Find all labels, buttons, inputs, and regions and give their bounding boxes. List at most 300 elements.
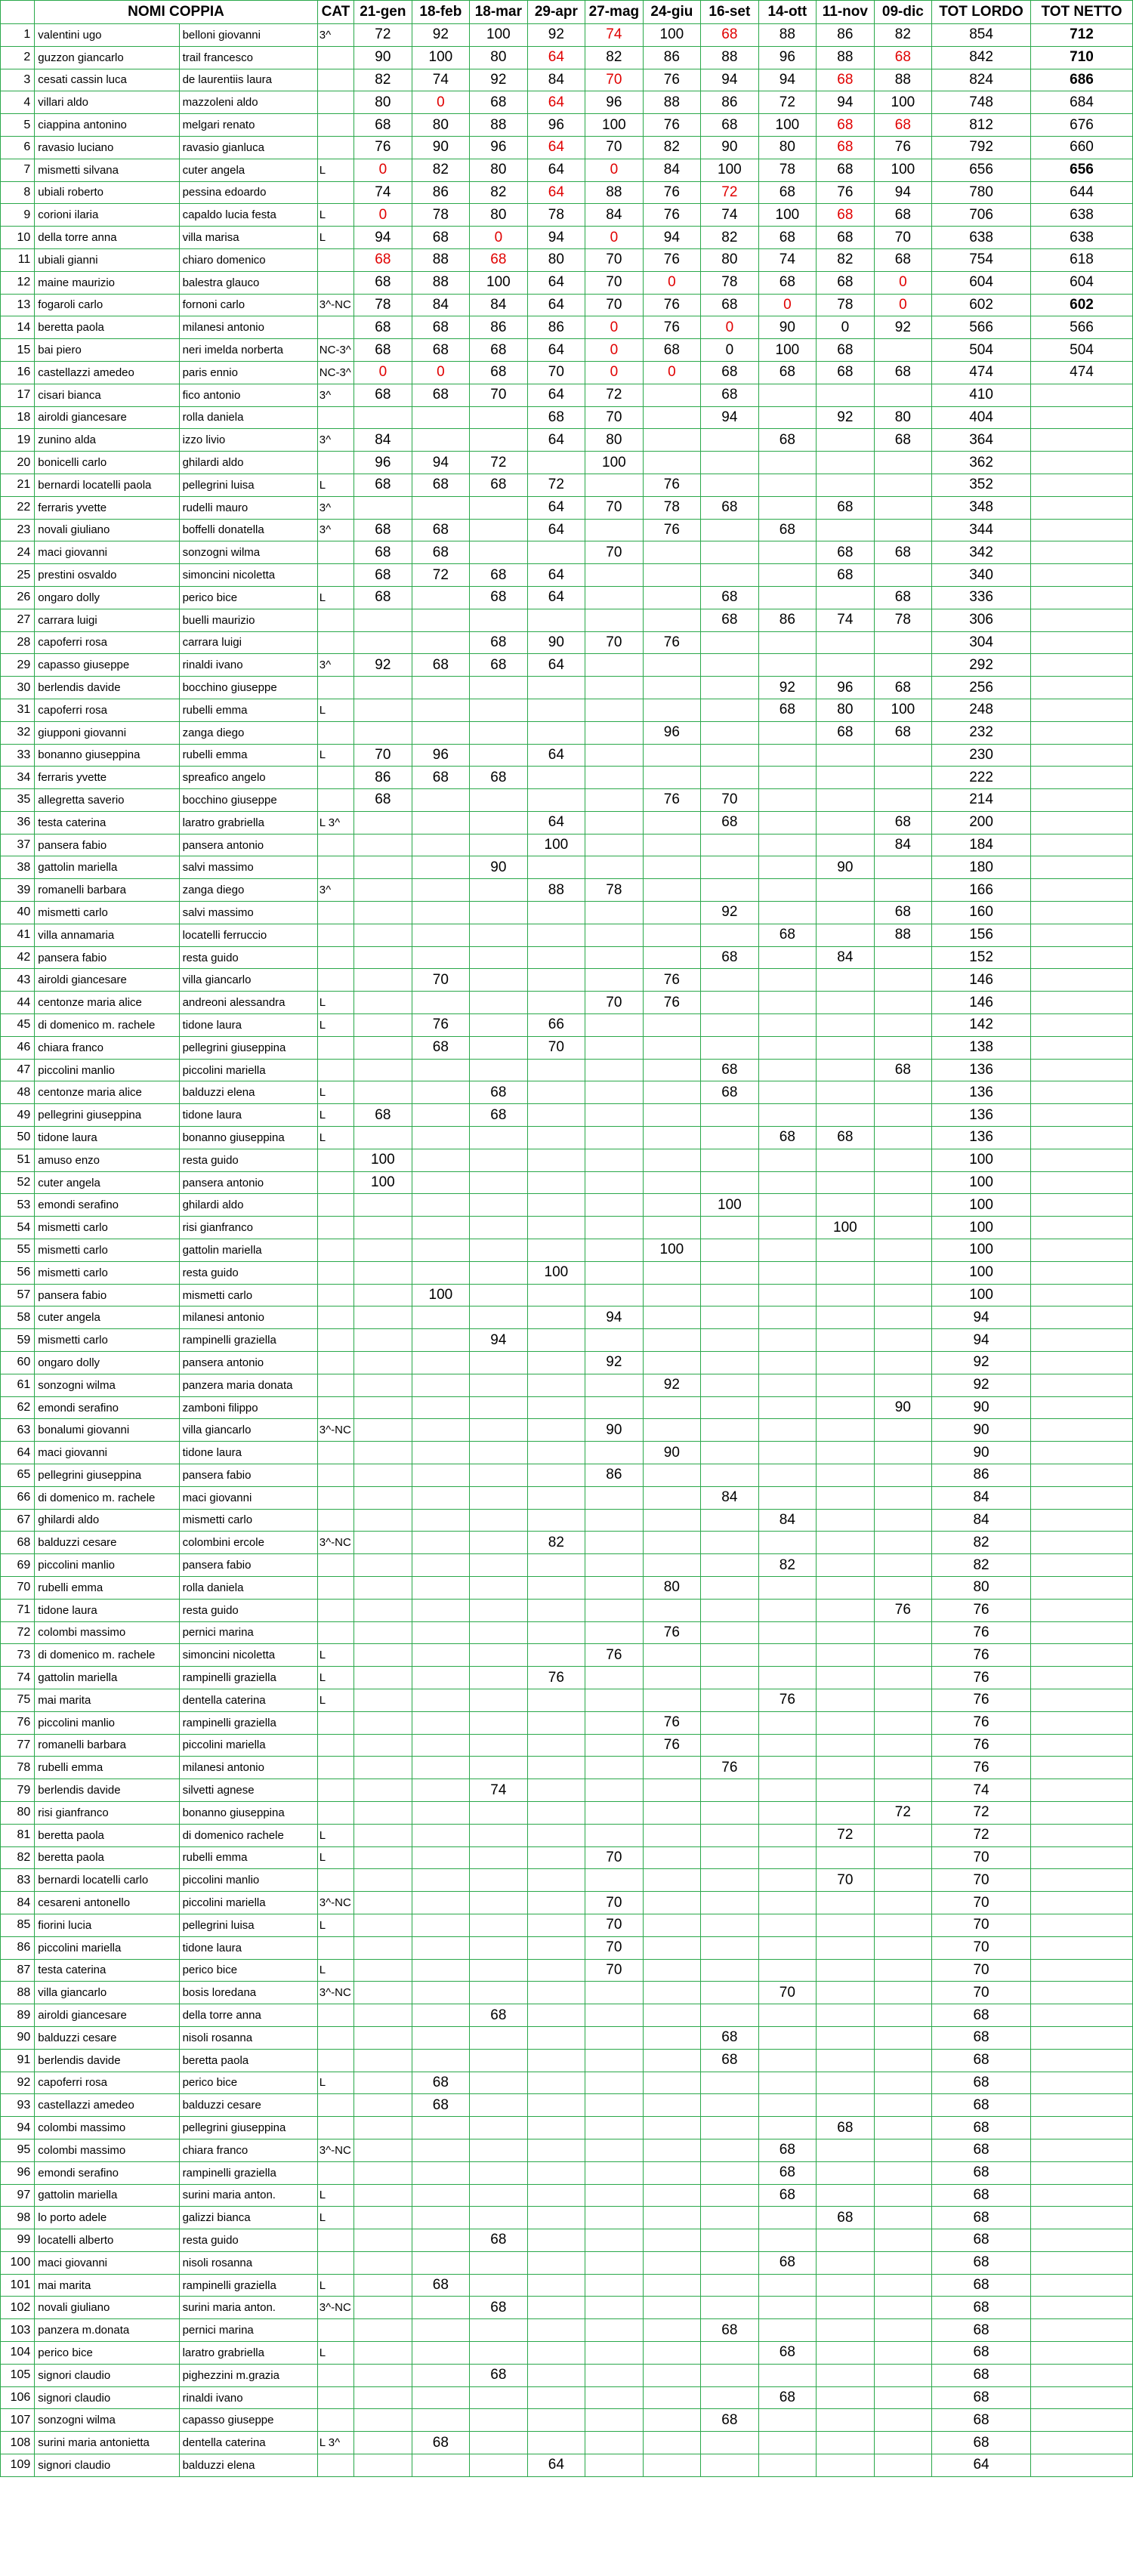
score-cell: 68 [412,767,470,789]
tot-netto [1030,856,1132,879]
player-name-2: risi gianfranco [179,1217,317,1239]
score-cell [817,2342,875,2365]
score-cell: 100 [874,91,932,114]
score-cell [874,2274,932,2297]
category: 3^ [317,429,353,452]
score-cell: 70 [585,541,644,564]
tot-lordo: 70 [932,1869,1031,1892]
player-name-1: mismetti carlo [35,1261,179,1284]
score-cell [585,1801,644,1824]
score-cell [817,1171,875,1194]
score-cell [817,1936,875,1959]
score-cell [758,721,817,744]
tot-netto [1030,1869,1132,1892]
score-cell [701,654,759,677]
score-cell [354,2319,412,2342]
tot-lordo: 748 [932,91,1031,114]
score-cell [817,1307,875,1329]
player-name-2: di domenico rachele [179,1824,317,1846]
player-name-1: emondi serafino [35,1194,179,1217]
category: L [317,744,353,767]
score-cell: 82 [817,248,875,271]
score-cell [585,1599,644,1621]
tot-netto: 602 [1030,294,1132,316]
score-cell [354,609,412,631]
tot-lordo: 138 [932,1036,1031,1059]
tot-lordo: 70 [932,1914,1031,1936]
category: 3^ [317,654,353,677]
score-cell [412,879,470,902]
tot-netto [1030,1914,1132,1936]
score-cell [817,2004,875,2027]
category [317,1149,353,1171]
score-cell [470,1959,528,1982]
tot-lordo: 230 [932,744,1031,767]
rank-number: 55 [1,1239,35,1262]
table-row [1,1509,1133,1532]
score-cell [412,1779,470,1802]
score-cell [758,2229,817,2252]
player-name-1: di domenico m. rachele [35,1014,179,1037]
score-cell: 90 [874,1396,932,1419]
score-cell [643,677,701,699]
score-cell: 80 [874,406,932,429]
score-cell: 100 [354,1149,412,1171]
score-cell [874,1104,932,1127]
score-cell: 66 [527,1014,585,1037]
score-cell [412,1194,470,1217]
score-cell [527,2004,585,2027]
header-row [1,1,1133,24]
score-cell: 64 [527,744,585,767]
player-name-1: mismetti carlo [35,902,179,924]
score-cell [470,2072,528,2094]
score-cell [643,1914,701,1936]
score-cell [874,1352,932,1374]
player-name-1: locatelli alberto [35,2229,179,2252]
score-cell: 94 [701,406,759,429]
tot-lordo: 90 [932,1396,1031,1419]
tot-lordo: 76 [932,1711,1031,1734]
score-cell [470,1554,528,1577]
category [317,1869,353,1892]
score-cell [470,2274,528,2297]
table-row [1,384,1133,406]
score-cell [354,2161,412,2184]
score-cell [585,2049,644,2072]
score-cell [701,1464,759,1487]
score-cell: 70 [585,1892,644,1914]
category: L [317,1081,353,1104]
score-cell [874,452,932,474]
score-cell: 86 [585,1464,644,1487]
score-cell [470,1374,528,1396]
tot-netto [1030,1689,1132,1711]
category [317,2049,353,2072]
score-cell: 90 [470,856,528,879]
tot-netto [1030,1734,1132,1757]
category [317,677,353,699]
category [317,609,353,631]
score-cell [874,1464,932,1487]
player-name-1: capasso giuseppe [35,654,179,677]
score-cell: 68 [758,2139,817,2161]
tot-netto [1030,1599,1132,1621]
player-name-1: piccolini manlio [35,1059,179,1081]
tot-netto: 604 [1030,271,1132,294]
score-cell [643,452,701,474]
tot-lordo: 76 [932,1667,1031,1689]
tot-netto [1030,2364,1132,2386]
tot-netto [1030,586,1132,609]
score-cell [585,474,644,496]
score-cell: 76 [643,181,701,204]
score-cell [585,2386,644,2409]
table-row [1,271,1133,294]
tot-netto [1030,1779,1132,1802]
player-name-2: mazzoleni aldo [179,91,317,114]
score-cell [643,2251,701,2274]
category [317,1284,353,1307]
tot-lordo: 68 [932,2319,1031,2342]
score-cell: 68 [758,429,817,452]
score-cell [354,1644,412,1667]
rank-number: 83 [1,1869,35,1892]
score-cell: 72 [585,384,644,406]
score-cell [470,1801,528,1824]
score-cell [527,1464,585,1487]
tot-netto: 712 [1030,24,1132,47]
tot-netto [1030,1532,1132,1554]
score-cell [354,1329,412,1352]
score-cell [758,1779,817,1802]
score-cell: 68 [817,541,875,564]
rank-number: 3 [1,69,35,91]
score-cell [585,564,644,587]
score-cell [874,1081,932,1104]
score-cell: 88 [643,91,701,114]
tot-lordo: 842 [932,46,1031,69]
score-cell [527,1801,585,1824]
tot-lordo: 76 [932,1757,1031,1779]
score-cell [874,2072,932,2094]
tot-lordo: 68 [932,2386,1031,2409]
category: L [317,1959,353,1982]
score-cell [817,2229,875,2252]
score-cell [527,1149,585,1171]
score-cell [643,541,701,564]
tot-lordo: 90 [932,1442,1031,1464]
tot-netto [1030,1621,1132,1644]
score-cell [412,1959,470,1982]
score-cell [643,2364,701,2386]
score-cell [470,2026,528,2049]
score-cell: 88 [412,271,470,294]
score-cell [758,1824,817,1846]
tot-lordo: 854 [932,24,1031,47]
score-cell: 68 [817,2117,875,2139]
score-cell: 68 [412,227,470,249]
score-cell: 96 [643,721,701,744]
score-cell [643,654,701,677]
score-cell: 68 [758,2386,817,2409]
score-cell [527,1442,585,1464]
score-cell [585,1149,644,1171]
category [317,946,353,969]
tot-netto [1030,811,1132,834]
player-name-1: mai marita [35,1689,179,1711]
score-cell [874,1846,932,1869]
score-cell [874,564,932,587]
score-cell [585,1576,644,1599]
score-cell [643,924,701,946]
score-cell: 82 [874,24,932,47]
score-cell: 82 [412,159,470,181]
player-name-2: perico bice [179,1959,317,1982]
score-cell: 70 [585,496,644,519]
score-cell [817,1396,875,1419]
score-cell [585,2139,644,2161]
score-cell [470,2432,528,2454]
score-cell: 70 [874,227,932,249]
tot-netto: 686 [1030,69,1132,91]
score-cell: 72 [470,452,528,474]
player-name-1: balduzzi cesare [35,2026,179,2049]
score-cell [527,541,585,564]
rank-number: 64 [1,1442,35,1464]
tot-lordo: 566 [932,316,1031,339]
score-cell [527,902,585,924]
score-cell [585,2026,644,2049]
score-cell [527,2251,585,2274]
score-cell: 100 [701,1194,759,1217]
table-row [1,339,1133,362]
score-cell [758,1464,817,1487]
tot-lordo: 76 [932,1599,1031,1621]
category: 3^ [317,384,353,406]
score-cell [354,1239,412,1262]
score-cell [817,1509,875,1532]
category [317,2454,353,2477]
player-name-2: mismetti carlo [179,1284,317,1307]
score-cell [758,654,817,677]
score-cell [817,1149,875,1171]
rank-number: 59 [1,1329,35,1352]
score-cell [585,2342,644,2365]
score-cell: 68 [643,339,701,362]
score-cell [470,1036,528,1059]
tot-netto [1030,2386,1132,2409]
score-cell: 92 [527,24,585,47]
score-cell [354,1217,412,1239]
player-name-2: laratro grabriella [179,811,317,834]
score-cell: 96 [585,91,644,114]
score-cell [527,1689,585,1711]
score-cell [643,946,701,969]
score-cell [527,1509,585,1532]
table-row [1,1667,1133,1689]
score-cell: 100 [470,24,528,47]
player-name-1: castellazzi amedeo [35,2094,179,2117]
score-cell [527,1959,585,1982]
score-cell [874,1576,932,1599]
score-cell: 82 [354,69,412,91]
score-cell [585,2117,644,2139]
rank-number: 18 [1,406,35,429]
score-cell [354,1486,412,1509]
score-cell [817,1194,875,1217]
category [317,114,353,137]
tot-netto [1030,2274,1132,2297]
category [317,271,353,294]
score-cell: 100 [585,452,644,474]
rank-number: 52 [1,1171,35,1194]
rank-number: 28 [1,631,35,654]
score-cell [470,1149,528,1171]
tot-lordo: 142 [932,1014,1031,1037]
tot-lordo: 68 [932,2161,1031,2184]
player-name-2: bosis loredana [179,1982,317,2004]
rank-number: 17 [1,384,35,406]
category: 3^-NC [317,1892,353,1914]
player-name-1: bonanno giuseppina [35,744,179,767]
score-cell [643,384,701,406]
score-cell [874,1689,932,1711]
score-cell [758,2207,817,2229]
player-name-2: pighezzini m.grazia [179,2364,317,2386]
score-cell [701,2139,759,2161]
category [317,1757,353,1779]
table-row [1,2139,1133,2161]
score-cell [758,1621,817,1644]
score-cell [758,2454,817,2477]
player-name-1: bai piero [35,339,179,362]
score-cell [527,1352,585,1374]
score-cell: 64 [527,136,585,159]
score-cell [817,1104,875,1127]
player-name-2: sonzogni wilma [179,541,317,564]
score-cell [585,902,644,924]
tot-lordo: 812 [932,114,1031,137]
tot-netto [1030,1486,1132,1509]
score-cell [701,2161,759,2184]
tot-netto [1030,2207,1132,2229]
rank-number: 43 [1,969,35,992]
score-cell [585,2274,644,2297]
score-cell [412,2184,470,2207]
table-row [1,586,1133,609]
score-cell [527,924,585,946]
table-row [1,227,1133,249]
score-cell [758,1576,817,1599]
header-date: 24-giu [643,1,701,24]
tot-netto [1030,1824,1132,1846]
score-cell [470,519,528,541]
score-cell [817,429,875,452]
player-name-1: ciappina antonino [35,114,179,137]
category [317,406,353,429]
score-cell [470,789,528,812]
table-row [1,46,1133,69]
score-cell: 80 [470,204,528,227]
header-date: 18-mar [470,1,528,24]
category: L 3^ [317,811,353,834]
score-cell [527,721,585,744]
score-cell: 68 [701,114,759,137]
category [317,2251,353,2274]
score-cell: 0 [758,294,817,316]
score-cell: 84 [585,204,644,227]
player-name-2: pernici marina [179,2319,317,2342]
category [317,1734,353,1757]
player-name-1: ubiali roberto [35,181,179,204]
tot-lordo: 82 [932,1554,1031,1577]
score-cell [412,1171,470,1194]
score-cell [527,1284,585,1307]
score-cell [817,2072,875,2094]
score-cell: 86 [354,767,412,789]
score-cell [470,1982,528,2004]
player-name-2: rubelli emma [179,1846,317,1869]
tot-netto [1030,1892,1132,1914]
player-name-2: ghilardi aldo [179,1194,317,1217]
category: 3^-NC [317,1419,353,1442]
score-cell [527,609,585,631]
category [317,1352,353,1374]
score-cell: 68 [817,227,875,249]
category: L [317,1014,353,1037]
player-name-2: fico antonio [179,384,317,406]
score-cell [354,1374,412,1396]
category: L [317,2207,353,2229]
category: L [317,1846,353,1869]
score-cell: 100 [874,159,932,181]
table-row [1,1396,1133,1419]
score-cell [817,1059,875,1081]
header-rank [1,1,35,24]
score-cell [758,946,817,969]
score-cell [758,1959,817,1982]
rank-number: 30 [1,677,35,699]
score-cell [470,1621,528,1644]
category [317,2094,353,2117]
score-cell: 0 [643,271,701,294]
score-cell [354,992,412,1014]
score-cell [758,1846,817,1869]
score-cell: 68 [412,474,470,496]
rank-number: 49 [1,1104,35,1127]
score-cell: 70 [585,1914,644,1936]
tot-netto [1030,1936,1132,1959]
score-cell: 68 [527,406,585,429]
score-cell [470,1059,528,1081]
rank-number: 33 [1,744,35,767]
score-cell [412,2364,470,2386]
table-row [1,181,1133,204]
score-cell: 68 [412,654,470,677]
score-cell [470,1509,528,1532]
score-cell [643,1149,701,1171]
player-name-1: pellegrini giuseppina [35,1104,179,1127]
score-cell [817,631,875,654]
player-name-1: tidone laura [35,1599,179,1621]
score-cell [643,1352,701,1374]
score-cell [874,789,932,812]
score-cell: 0 [585,316,644,339]
score-cell [758,1261,817,1284]
score-cell [412,1711,470,1734]
score-cell [527,1239,585,1262]
